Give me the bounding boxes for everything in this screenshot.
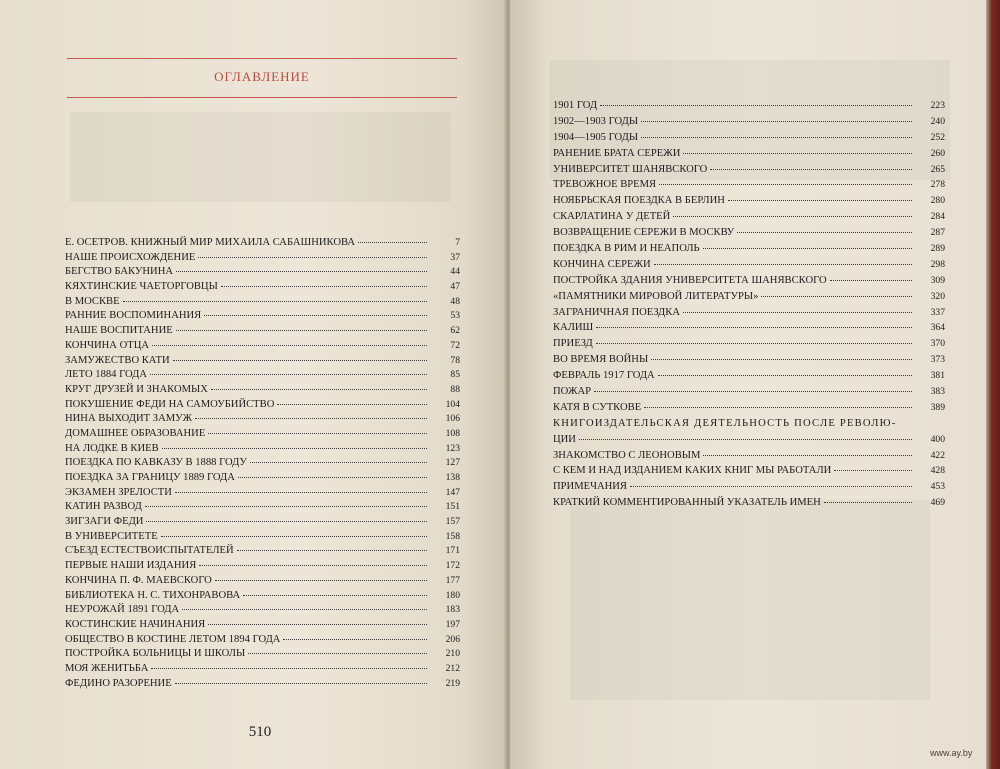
toc-leader-dots (175, 683, 427, 684)
toc-entry (65, 428, 460, 443)
page-number: 510 (248, 724, 272, 740)
toc-entry-title: С КЕМ И НАД ИЗДАНИЕМ КАКИХ КНИГ МЫ РАБОТАЛИ (553, 465, 832, 477)
toc-entry-title: ДОМАШНЕЕ ОБРАЗОВАНИЕ (65, 427, 206, 439)
toc-list-right (553, 100, 945, 513)
toc-entry (553, 275, 945, 291)
toc-entry (553, 481, 945, 497)
toc-entry (65, 590, 460, 605)
toc-entry (65, 369, 460, 384)
toc-entry-title: КЯХТИНСКИЕ ЧАЕТОРГОВЦЫ (65, 281, 218, 293)
toc-entry (65, 310, 460, 325)
toc-entry-title: 1901 ГОД (553, 100, 598, 111)
toc-entry-page: 62 (450, 325, 460, 337)
toc-entry-page: 197 (445, 618, 460, 630)
toc-entry (65, 237, 460, 252)
toc-entry-page: 219 (445, 677, 460, 689)
right-page (510, 0, 986, 769)
toc-entry (65, 413, 460, 428)
toc-leader-dots (834, 470, 912, 471)
toc-entry (553, 450, 945, 466)
toc-entry-page: 47 (450, 281, 460, 293)
toc-entry-page: 206 (445, 633, 460, 645)
toc-entry-title: ПОСТРОЙКА БОЛЬНИЦЫ И ШКОЛЫ (65, 648, 246, 660)
toc-entry-title: ФЕВРАЛЬ 1917 ГОДА (553, 370, 655, 382)
toc-entry-page: 428 (930, 465, 945, 477)
toc-entry-title: ПОЕЗДКА ПО КАВКАЗУ В 1888 ГОДУ (65, 457, 247, 469)
toc-entry (65, 384, 460, 399)
toc-entry-page: 240 (930, 115, 945, 127)
toc-leader-dots (683, 153, 912, 154)
toc-entry-page: 53 (450, 310, 460, 322)
toc-entry-title: НЕУРОЖАЙ 1891 ГОДА (65, 604, 180, 616)
toc-leader-dots (211, 389, 427, 390)
toc-leader-dots (248, 653, 427, 654)
toc-entry-title: БИБЛИОТЕКА Н. С. ТИХОНРАВОВА (65, 589, 241, 601)
toc-entry-title: ВОЗВРАЩЕНИЕ СЕРЕЖИ В МОСКВУ (553, 227, 735, 239)
toc-leader-dots (651, 359, 912, 360)
toc-entry-title: ПЕРВЫЕ НАШИ ИЗДАНИЯ (65, 560, 197, 572)
toc-leader-dots (162, 448, 427, 449)
toc-entry-page: 265 (930, 163, 945, 175)
toc-entry (65, 531, 460, 546)
toc-leader-dots (173, 360, 427, 361)
toc-leader-dots (683, 312, 912, 313)
toc-entry (65, 340, 460, 355)
toc-entry (553, 291, 945, 307)
toc-entry-page: 180 (445, 589, 460, 601)
toc-entry (553, 132, 945, 148)
toc-heading: ОГЛАВЛЕНИЕ (214, 69, 310, 84)
toc-leader-dots (175, 492, 427, 493)
toc-entry (65, 355, 460, 370)
toc-entry-page: 337 (930, 306, 945, 318)
toc-entry-title: В МОСКВЕ (65, 295, 120, 307)
toc-leader-dots (195, 418, 427, 419)
toc-entry (553, 465, 945, 481)
toc-entry (65, 545, 460, 560)
toc-entry-page: 400 (930, 433, 945, 445)
toc-leader-dots (594, 391, 912, 392)
toc-entry (553, 243, 945, 259)
toc-entry-title: ПРИМЕЧАНИЯ (553, 481, 627, 493)
toc-entry-page: 223 (930, 100, 945, 111)
toc-entry (65, 678, 460, 693)
toc-leader-dots (145, 506, 427, 507)
toc-leader-dots (152, 345, 427, 346)
toc-entry-page: 373 (930, 354, 945, 366)
toc-leader-dots (728, 200, 912, 201)
toc-entry-page: 88 (450, 383, 460, 395)
toc-entry-title: КАЛИШ (553, 322, 594, 334)
toc-leader-dots (161, 536, 427, 537)
toc-entry-title: ТРЕВОЖНОЕ ВРЕМЯ (553, 179, 657, 191)
toc-leader-dots (579, 439, 912, 440)
toc-entry (553, 100, 945, 116)
toc-entry-title: ЗНАКОМСТВО С ЛЕОНОВЫМ (553, 449, 701, 461)
toc-entry-page: 72 (450, 339, 460, 351)
toc-entry-page: 171 (445, 545, 460, 557)
toc-entry-title: Е. ОСЕТРОВ. КНИЖНЫЙ МИР МИХАИЛА САБАШНИКОВА (65, 237, 356, 248)
toc-entry-page: 183 (445, 604, 460, 616)
toc-leader-dots (237, 550, 427, 551)
toc-leader-dots (824, 502, 912, 503)
toc-entry (65, 281, 460, 296)
toc-entry-title: НОЯБРЬСКАЯ ПОЕЗДКА В БЕРЛИН (553, 195, 725, 207)
toc-entry (553, 354, 945, 370)
toc-leader-dots (644, 407, 912, 408)
toc-entry (553, 259, 945, 275)
toc-leader-dots (199, 565, 427, 566)
toc-entry-title: ВО ВРЕМЯ ВОЙНЫ (553, 354, 649, 366)
toc-leader-dots (250, 462, 427, 463)
toc-entry (553, 370, 945, 386)
toc-entry-page: 85 (450, 369, 460, 381)
toc-leader-dots (204, 315, 427, 316)
toc-entry (65, 457, 460, 472)
toc-leader-dots (358, 242, 427, 243)
toc-entry (65, 648, 460, 663)
toc-leader-dots (182, 609, 427, 610)
toc-leader-dots (151, 668, 427, 669)
toc-entry-title: ПРИЕЗД (553, 338, 593, 350)
toc-leader-dots (659, 184, 912, 185)
toc-entry-page: 123 (445, 442, 460, 454)
toc-entry-title: МОЯ ЖЕНИТЬБА (65, 662, 149, 674)
toc-entry-page: 284 (930, 211, 945, 223)
toc-entry-title: ЭКЗАМЕН ЗРЕЛОСТИ (65, 486, 172, 498)
toc-entry-title: 1904—1905 ГОДЫ (553, 131, 639, 143)
toc-entry-page: 157 (445, 516, 460, 528)
toc-entry (553, 497, 945, 513)
toc-leader-dots (208, 433, 427, 434)
toc-entry-page: 37 (450, 251, 460, 263)
toc-entry-title: В УНИВЕРСИТЕТЕ (65, 530, 158, 542)
toc-entry-page: 370 (930, 338, 945, 350)
toc-entry-title: НАШЕ ВОСПИТАНИЕ (65, 325, 173, 337)
book-cover-edge (986, 0, 1000, 769)
toc-entry (65, 619, 460, 634)
toc-entry-title: РАННИЕ ВОСПОМИНАНИЯ (65, 310, 202, 322)
toc-entry (65, 252, 460, 267)
toc-leader-dots (221, 286, 427, 287)
toc-entry-title: ЗАМУЖЕСТВО КАТИ (65, 354, 170, 366)
toc-entry-title: КРУГ ДРУЗЕЙ И ЗНАКОМЫХ (65, 383, 208, 395)
toc-leader-dots (215, 580, 427, 581)
heading-bottom-rule (67, 97, 457, 98)
toc-entry (553, 307, 945, 323)
toc-entry (65, 663, 460, 678)
toc-entry-title: СЪЕЗД ЕСТЕСТВОИСПЫТАТЕЛЕЙ (65, 545, 234, 557)
toc-entry (553, 402, 945, 418)
toc-entry (65, 575, 460, 590)
toc-leader-dots (600, 105, 912, 106)
toc-entry-page: 177 (445, 574, 460, 586)
toc-leader-dots (737, 232, 912, 233)
toc-entry-page: 383 (930, 386, 945, 398)
toc-entry-page: 78 (450, 354, 460, 366)
toc-entry-title: ЗАГРАНИЧНАЯ ПОЕЗДКА (553, 306, 680, 318)
toc-leader-dots (277, 404, 427, 405)
toc-entry-page: 287 (930, 227, 945, 239)
toc-entry-title: ЦИИ (553, 433, 576, 445)
watermark: www.ay.by (930, 748, 973, 758)
toc-entry-page: 48 (450, 295, 460, 307)
toc-entry (65, 487, 460, 502)
toc-leader-dots (596, 327, 912, 328)
toc-entry-page: 138 (445, 472, 460, 483)
toc-entry-page: 389 (930, 401, 945, 413)
toc-entry-page: 453 (930, 481, 945, 493)
toc-entry-page: 106 (445, 413, 460, 425)
toc-entry (553, 386, 945, 402)
toc-entry-title: СКАРЛАТИНА У ДЕТЕЙ (553, 211, 671, 223)
toc-entry (553, 227, 945, 243)
toc-leader-dots (641, 121, 912, 122)
toc-entry (65, 266, 460, 281)
toc-entry-page: 260 (930, 147, 945, 159)
toc-entry-page: 158 (445, 530, 460, 542)
toc-entry (65, 634, 460, 649)
toc-entry-title: 1902—1903 ГОДЫ (553, 115, 639, 127)
toc-leader-dots (208, 624, 427, 625)
toc-leader-dots (830, 280, 912, 281)
toc-entry-title: ПОКУШЕНИЕ ФЕДИ НА САМОУБИЙСТВО (65, 398, 275, 410)
toc-entry (65, 443, 460, 458)
toc-list-left (65, 237, 460, 692)
toc-entry-page: 44 (450, 266, 460, 278)
toc-leader-dots (150, 374, 427, 375)
toc-entry-title: КНИГОИЗДАТЕЛЬСКАЯ ДЕЯТЕЛЬНОСТЬ ПОСЛЕ РЕВОЛЮ- (553, 417, 897, 429)
toc-entry-page: 364 (930, 322, 945, 334)
toc-leader-dots (703, 455, 912, 456)
toc-entry (65, 560, 460, 575)
toc-entry (553, 211, 945, 227)
toc-entry-title: ФЕДИНО РАЗОРЕНИЕ (65, 677, 172, 689)
toc-entry-page: 422 (930, 449, 945, 461)
toc-leader-dots (703, 248, 912, 249)
toc-leader-dots (658, 375, 912, 376)
toc-leader-dots (761, 296, 912, 297)
toc-leader-dots (123, 301, 427, 302)
toc-entry-title: КАТЯ В СУТКОВЕ (553, 401, 642, 413)
toc-leader-dots (146, 521, 427, 522)
toc-entry (553, 148, 945, 164)
toc-entry-page: 147 (445, 486, 460, 498)
toc-entry (65, 472, 460, 487)
toc-entry (553, 164, 945, 180)
toc-entry-title: ПОЖАР (553, 386, 592, 398)
toc-entry-title: «ПАМЯТНИКИ МИРОВОЙ ЛИТЕРАТУРЫ» (553, 290, 759, 302)
toc-entry-page: 280 (930, 195, 945, 207)
toc-entry-title: ЛЕТО 1884 ГОДА (65, 369, 147, 381)
toc-entry-page: 210 (445, 648, 460, 660)
toc-leader-dots (710, 169, 912, 170)
toc-entry (553, 434, 945, 450)
toc-leader-dots (238, 477, 427, 478)
toc-entry (553, 179, 945, 195)
toc-entry-title: НАШЕ ПРОИСХОЖДЕНИЕ (65, 251, 196, 263)
toc-entry-page: 252 (930, 131, 945, 143)
toc-entry-title: НА ЛОДКЕ В КИЕВ (65, 442, 159, 454)
toc-entry-page: 289 (930, 243, 945, 255)
toc-entry (65, 296, 460, 311)
toc-entry-page: 127 (445, 457, 460, 469)
toc-entry (65, 516, 460, 531)
toc-leader-dots (641, 137, 912, 138)
toc-entry-title: КОНЧИНА СЕРЕЖИ (553, 258, 651, 270)
toc-entry-title: ПОСТРОЙКА ЗДАНИЯ УНИВЕРСИТЕТА ШАНЯВСКОГО (553, 274, 827, 286)
toc-entry-page: 278 (930, 179, 945, 191)
toc-entry-title: ЗИГЗАГИ ФЕДИ (65, 516, 144, 528)
toc-entry-title: КОСТИНСКИЕ НАЧИНАНИЯ (65, 618, 206, 630)
toc-entry-page: 108 (445, 427, 460, 439)
toc-leader-dots (654, 264, 912, 265)
toc-entry-page: 469 (930, 497, 945, 509)
toc-entry-title: КРАТКИЙ КОММЕНТИРОВАННЫЙ УКАЗАТЕЛЬ ИМЕН (553, 497, 821, 509)
toc-entry-title: УНИВЕРСИТЕТ ШАНЯВСКОГО (553, 163, 708, 175)
heading-top-rule (67, 58, 457, 59)
toc-entry-title: ПОЕЗДКА ЗА ГРАНИЦУ 1889 ГОДА (65, 472, 235, 483)
toc-entry (65, 399, 460, 414)
toc-leader-dots (630, 486, 912, 487)
toc-entry (553, 195, 945, 211)
toc-leader-dots (176, 330, 427, 331)
toc-entry-title: КОНЧИНА ОТЦА (65, 339, 150, 351)
toc-entry-page: 151 (445, 501, 460, 513)
toc-entry-page: 104 (445, 398, 460, 410)
toc-entry (553, 338, 945, 354)
toc-leader-dots (198, 257, 427, 258)
toc-entry-page: 298 (930, 258, 945, 270)
toc-entry-title: БЕГСТВО БАКУНИНА (65, 266, 173, 278)
toc-entry (65, 604, 460, 619)
toc-leader-dots (283, 639, 427, 640)
toc-entry (65, 501, 460, 516)
toc-entry (553, 418, 945, 434)
toc-entry-page: 172 (445, 560, 460, 572)
toc-leader-dots (673, 216, 912, 217)
toc-entry-title: НИНА ВЫХОДИТ ЗАМУЖ (65, 413, 193, 425)
toc-entry-title: КАТИН РАЗВОД (65, 501, 142, 513)
toc-entry-page: 381 (930, 370, 945, 382)
toc-entry (65, 325, 460, 340)
toc-entry-page: 212 (445, 662, 460, 674)
toc-entry (553, 322, 945, 338)
toc-leader-dots (243, 595, 427, 596)
toc-leader-dots (176, 271, 427, 272)
toc-entry-page: 309 (930, 274, 945, 286)
toc-entry-page: 320 (930, 290, 945, 302)
toc-entry (553, 116, 945, 132)
toc-leader-dots (596, 343, 912, 344)
toc-entry-title: ПОЕЗДКА В РИМ И НЕАПОЛЬ (553, 243, 700, 255)
toc-entry-title: КОНЧИНА П. Ф. МАЕВСКОГО (65, 574, 212, 586)
toc-entry-title: РАНЕНИЕ БРАТА СЕРЕЖИ (553, 147, 681, 159)
toc-entry-page: 7 (455, 237, 460, 248)
toc-entry-title: ОБЩЕСТВО В КОСТИНЕ ЛЕТОМ 1894 ГОДА (65, 633, 281, 645)
